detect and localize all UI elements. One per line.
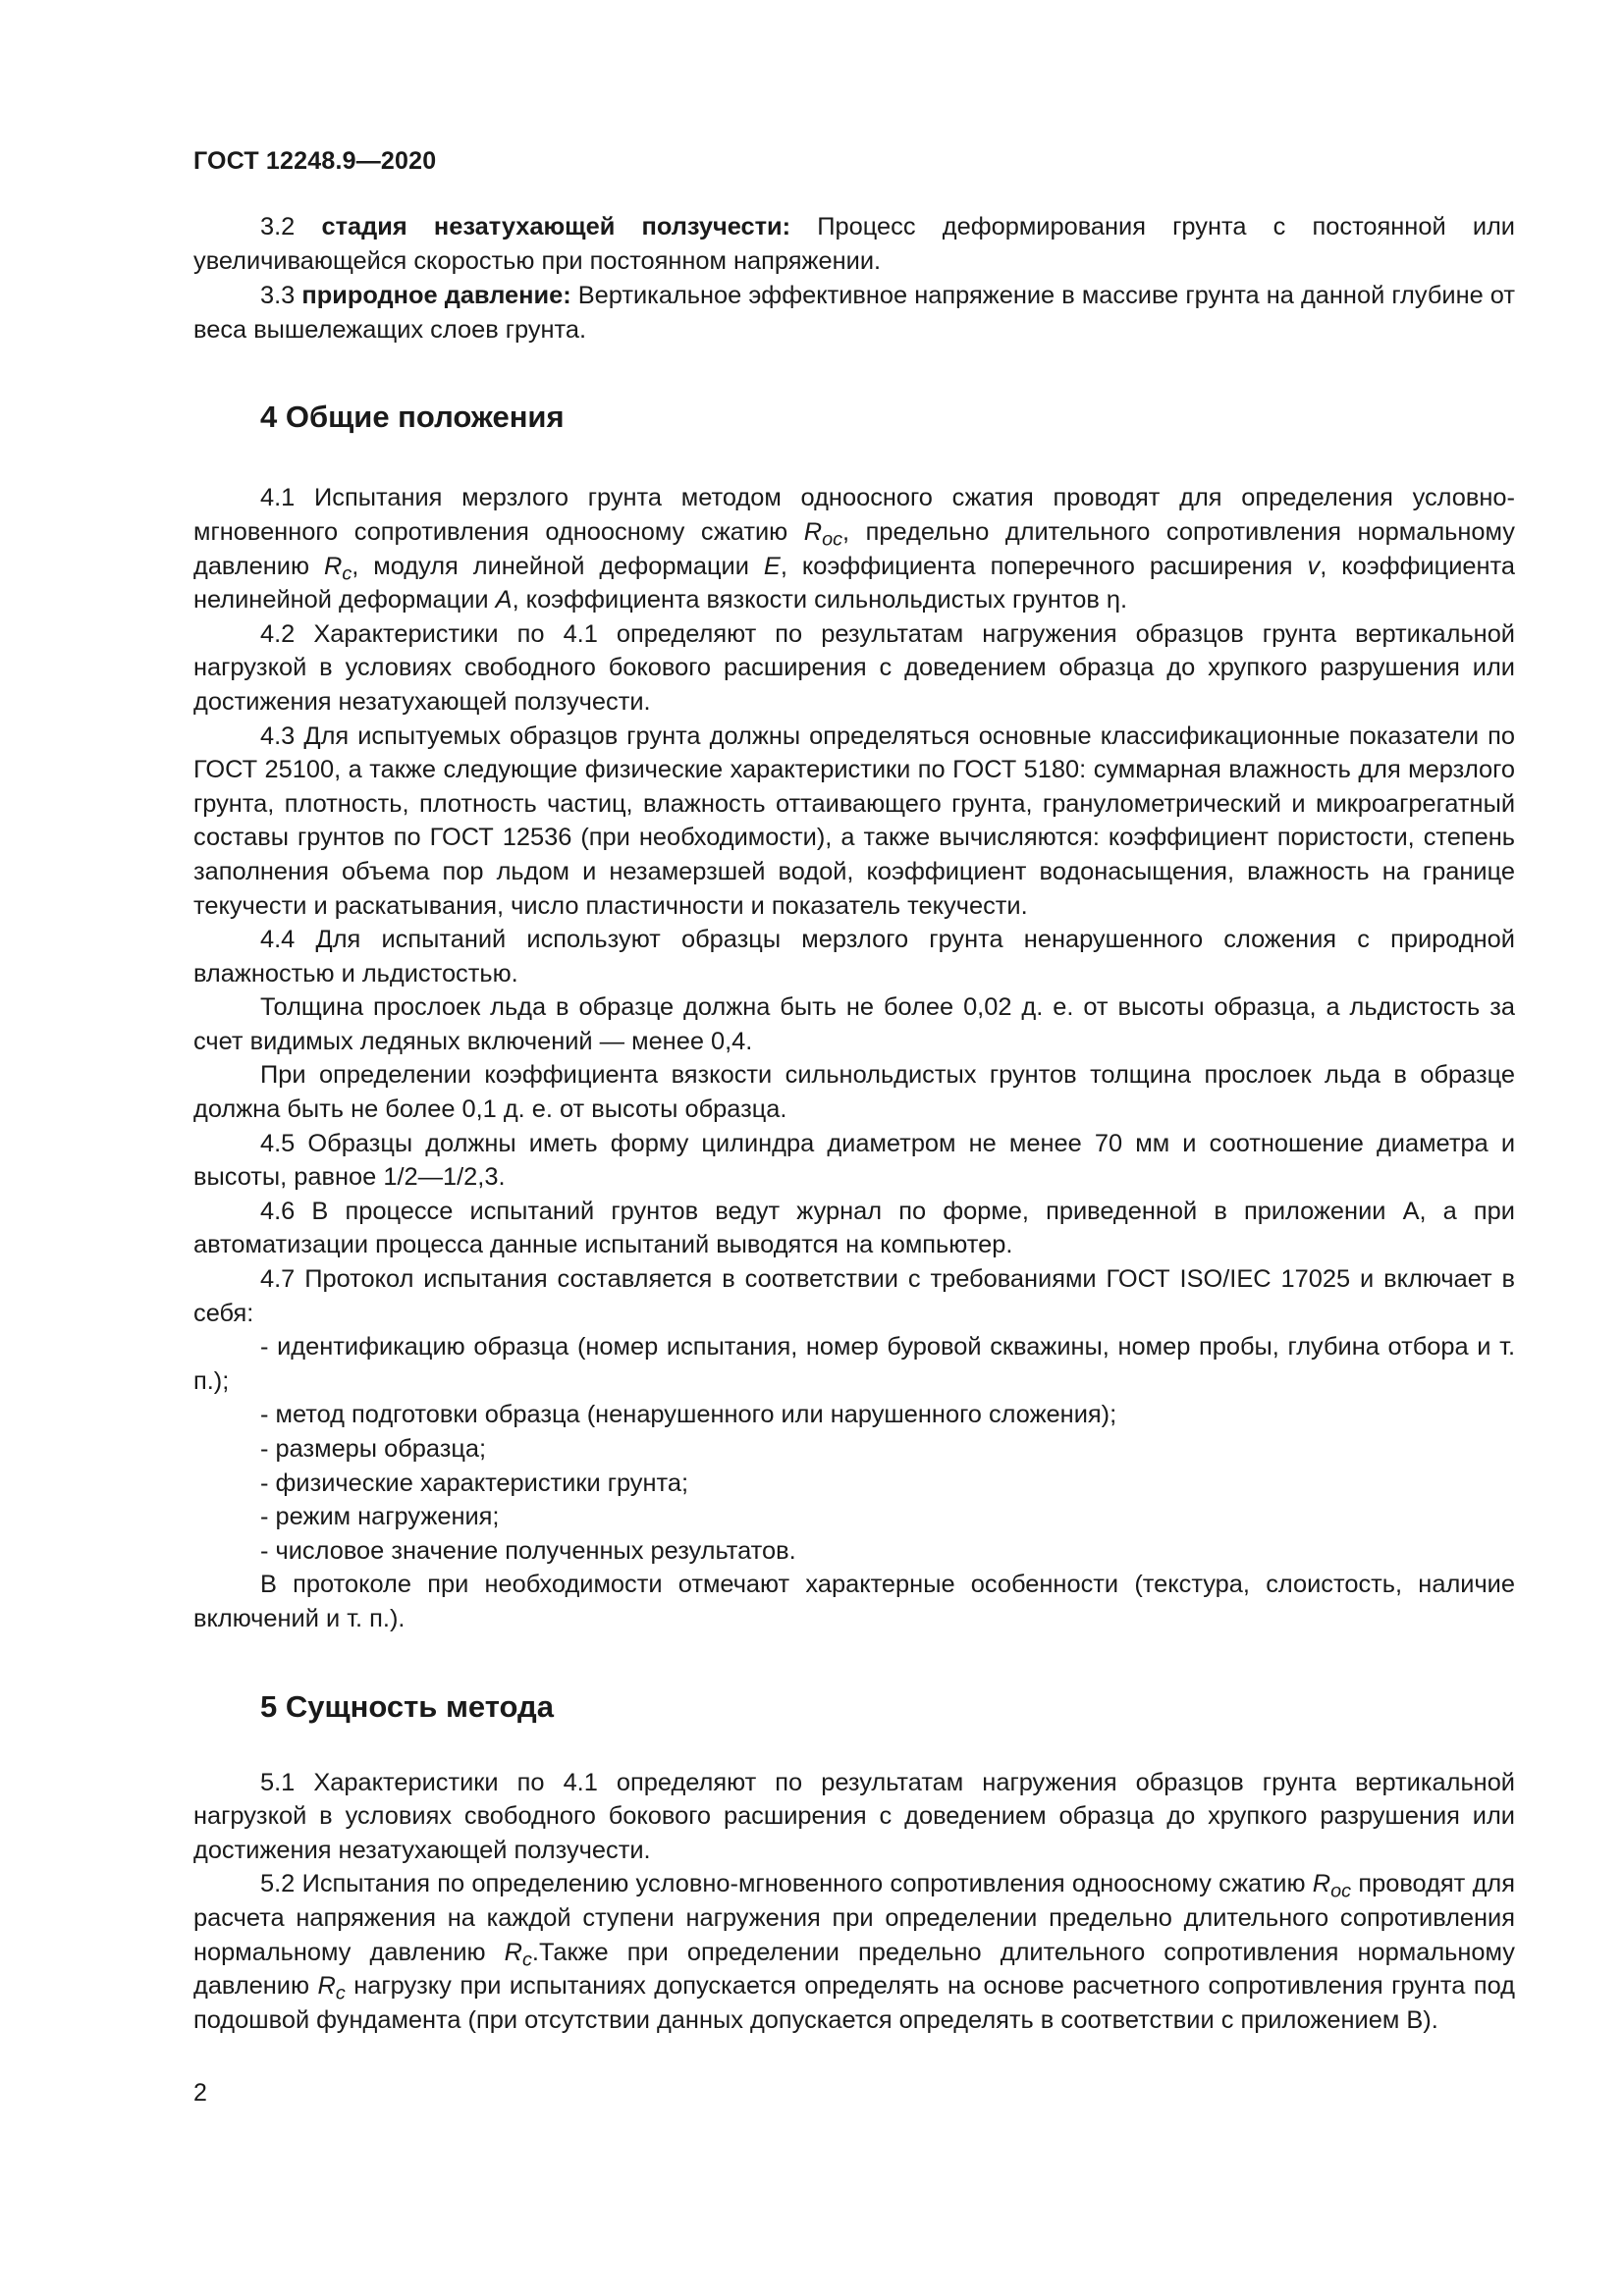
clause-4-6: 4.6 В процессе испытаний грунтов ведут журнал по форме, приведенной в приложении А, а при автоматизации процесса данные испытаний выводятся на компьютер. xyxy=(193,1197,1515,1259)
subscript-oc: oc xyxy=(822,528,843,551)
text-segment: , предельно длительного сопротивления нормальному давлению xyxy=(193,517,1515,580)
section-4-title: 4 Общие положения xyxy=(260,400,565,435)
clause-4-4: 4.4 Для испытаний используют образцы мерзлого грунта ненарушенного сложения с природной влажностью и льдистостью. xyxy=(193,926,1515,988)
term: природное давление: xyxy=(301,282,571,310)
clause-4-5: 4.5 Образцы должны иметь форму цилиндра диаметром не менее 70 мм и соотношение диаметра и высоты, равное 1/2—1/2,3. xyxy=(193,1129,1515,1192)
symbol-r: R xyxy=(324,552,343,580)
subscript-c: c xyxy=(522,1949,532,1971)
symbol-r: R xyxy=(1312,1870,1331,1898)
text-segment: 4.1 Испытания мерзлого грунта методом одноосного сжатия проводят для определения условно-мгновенного сопротивления одноосному сжатию xyxy=(193,484,1515,546)
list-item: - метод подготовки образца (ненарушенного или нарушенного сложения); xyxy=(260,1401,1117,1429)
clause-4-2: 4.2 Характеристики по 4.1 определяют по результатам нагружения образцов грунта вертикальной нагрузкой в условиях свободного бокового расширения с доведением образца до хрупкого разрушения или достижения незатухающей ползучести. xyxy=(193,619,1515,716)
symbol-v: v xyxy=(1307,552,1321,580)
clause-3-2 xyxy=(193,210,1515,278)
clause-4-7-note: В протоколе при необходимости отмечают характерные особенности (текстура, слоистость, наличие включений и т. п.). xyxy=(193,1571,1515,1632)
symbol-r: R xyxy=(504,1938,523,1966)
list-item: - числовое значение полученных результатов. xyxy=(260,1536,796,1565)
text-segment: , коэффициента нелинейной деформации xyxy=(193,552,1515,614)
section-5-title: 5 Сущность метода xyxy=(260,1688,554,1724)
clause-text: Процесс деформирования грунта с постоянной или увеличивающейся скоростью при постоянном напряжении. xyxy=(193,213,1515,275)
clause-4-4-ice-thickness: Толщина прослоек льда в образце должна быть не более 0,02 д. е. от высоты образца, а льдистость за счет видимых ледяных включений — менее 0,4. xyxy=(193,993,1515,1055)
symbol-e: E xyxy=(763,552,781,580)
symbol-a: A xyxy=(495,586,513,614)
clause-4-4-viscosity: При определении коэффициента вязкости сильнольдистых грунтов толщина прослоек льда в образце должна быть не более 0,1 д. е. от высоты образца. xyxy=(193,1061,1515,1124)
text-segment: проводят для расчета напряжения на каждой ступени нагружения при определении предельно длительного сопротивления нормальному давлению xyxy=(193,1870,1515,1966)
text-segment: .Также при определении предельно длительного сопротивления нормальному давлению xyxy=(193,1938,1515,2001)
clause-number: 3.2 xyxy=(260,213,322,240)
clause-3-3 xyxy=(193,279,1515,347)
subscript-oc: oc xyxy=(1330,1880,1352,1902)
list-item: - физические характеристики грунта; xyxy=(260,1468,689,1497)
term: стадия незатухающей ползучести: xyxy=(321,213,791,240)
text-segment: , модуля линейной деформации xyxy=(352,552,764,580)
clause-5-2 xyxy=(193,1867,1515,2037)
text-segment: нагрузку при испытаниях допускается определять на основе расчетного сопротивления грунта под подошвой фундамента (при отсутствии данных допускается определять в соответствии с приложением В). xyxy=(193,1972,1515,2034)
clause-number: 3.3 xyxy=(260,282,302,310)
text-segment: , коэффициента вязкости сильнольдистых грунтов η. xyxy=(512,586,1128,614)
document-header: ГОСТ 12248.9—2020 xyxy=(193,147,437,175)
text-segment: 5.2 Испытания по определению условно-мгновенного сопротивления одноосному сжатию xyxy=(260,1870,1313,1898)
text-segment: , коэффициента поперечного расширения xyxy=(780,552,1308,580)
clause-4-1 xyxy=(193,481,1515,616)
page-number: 2 xyxy=(193,2079,207,2107)
symbol-r: R xyxy=(803,517,823,546)
subscript-c: c xyxy=(342,562,352,585)
clause-4-3: 4.3 Для испытуемых образцов грунта должны определяться основные классификационные показатели по ГОСТ 25100, а также следующие физические характеристики по ГОСТ 5180: суммарная влажность для мерзлого грунта, плотность, плотность частиц, влажность оттаивающего грунта, гранулометрический и микроагрегатный составы грунтов по ГОСТ 12536 (при необходимости), а также вычисляются: коэффициент пористости, степень заполнения объема пор льдом и незамерзшей водой, коэффициент водонасыщения, влажность на границе текучести и раскатывания, число пластичности и показатель текучести. xyxy=(193,721,1515,920)
symbol-r: R xyxy=(317,1972,336,2001)
clause-text: Вертикальное эффективное напряжение в массиве грунта на данной глубине от веса вышележащих слоев грунта. xyxy=(193,282,1515,344)
clause-4-7: 4.7 Протокол испытания составляется в соответствии с требованиями ГОСТ ISO/IEC 17025 и включает в себя: xyxy=(193,1265,1515,1327)
subscript-c: c xyxy=(335,1982,346,2004)
clause-5-1: 5.1 Характеристики по 4.1 определяют по результатам нагружения образцов грунта вертикальной нагрузкой в условиях свободного бокового расширения с доведением образца до хрупкого разрушения или достижения незатухающей ползучести. xyxy=(193,1768,1515,1864)
list-item: - размеры образца; xyxy=(260,1435,487,1463)
list-item: - идентификацию образца (номер испытания, номер буровой скважины, номер пробы, глубина отбора и т. п.); xyxy=(193,1333,1515,1395)
document-body xyxy=(193,210,1515,2037)
list-item: - режим нагружения; xyxy=(260,1503,500,1531)
